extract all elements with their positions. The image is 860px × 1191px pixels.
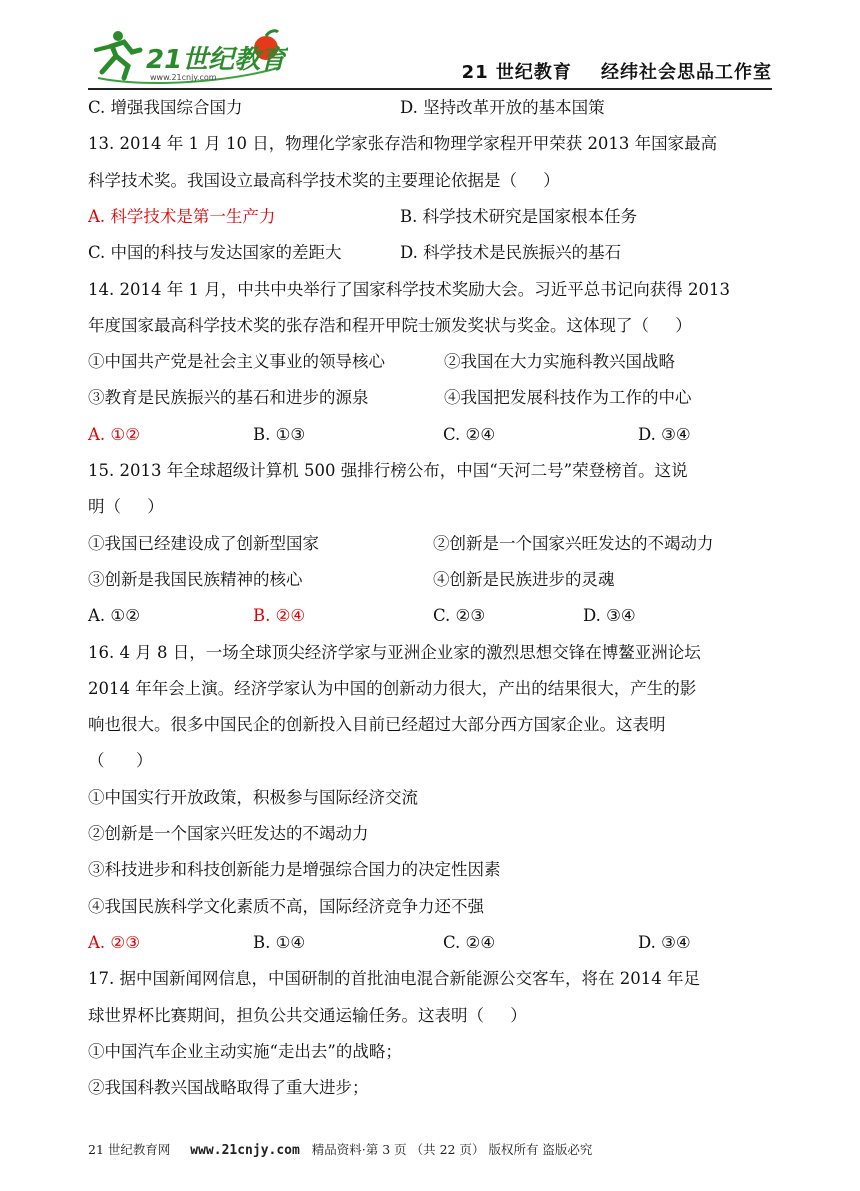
option-text: ④创新是民族进步的灵魂: [433, 569, 615, 589]
option-text: B. ①④: [253, 932, 306, 952]
option-text: C. ②④: [443, 932, 496, 952]
option-text: D. 坚持改革开放的基本国策: [400, 98, 605, 117]
text-line: A. ①②: [88, 424, 140, 444]
text-line: ①我国已经建设成了创新型国家: [88, 533, 319, 553]
option-text: D. 科学技术是民族振兴的基石: [400, 243, 622, 263]
text-line: ③创新是我国民族精神的核心: [88, 569, 303, 589]
option-text: B. ①③: [253, 424, 306, 444]
text-line: 16. 4 月 8 日，一场全球顶尖经济学家与亚洲企业家的激烈思想交锋在博鳌亚洲论坛: [88, 642, 701, 662]
logo: [88, 22, 288, 86]
option-text: ④我国把发展科技作为工作的中心: [444, 388, 692, 408]
option-text: D. ③④: [638, 424, 691, 444]
page-header: [88, 22, 772, 90]
option-text: C. ②③: [433, 606, 486, 626]
text-line: A. ②③: [88, 932, 140, 952]
text-line: 17. 据中国新闻网信息，中国研制的首批油电混合新能源公交客车，将在 2014 年足: [88, 969, 700, 989]
logo-text: 21世纪教育: [146, 45, 287, 75]
text-line: 13. 2014 年 1 月 10 日，物理化学家张存浩和物理学家程开甲荣获 2013 年国家最高: [88, 134, 718, 154]
text-line: ②创新是一个国家兴旺发达的不竭动力: [88, 824, 369, 843]
option-text: ②我国在大力实施科教兴国战略: [444, 352, 675, 372]
text-line: 年度国家最高科学技术奖的张存浩和程开甲院士颁发奖状与奖金。这体现了（ ）: [88, 315, 692, 335]
option-text: C. ②④: [443, 424, 496, 444]
text-line: ③教育是民族振兴的基石和进步的源泉: [88, 388, 369, 408]
text-line: ③科技进步和科技创新能力是增强综合国力的决定性因素: [88, 860, 501, 880]
text-line: A. 科学技术是第一生产力: [88, 206, 276, 226]
option-text: D. ③④: [583, 606, 636, 626]
option-text: ②创新是一个国家兴旺发达的不竭动力: [433, 533, 714, 553]
text-line: ④我国民族科学文化素质不高，国际经济竞争力还不强: [88, 896, 484, 916]
text-line: A. ①②: [88, 606, 140, 626]
header-title: 21 世纪教育 经纬社会思品工作室: [461, 62, 772, 83]
text-line: C. 增强我国综合国力: [88, 98, 243, 117]
page-footer: [88, 1140, 592, 1158]
text-line: ②我国科教兴国战略取得了重大进步；: [88, 1078, 369, 1098]
logo-url: www.21cnjy.com: [150, 73, 217, 82]
text-line: 2014 年年会上演。经济学家认为中国的创新动力很大，产出的结果很大，产生的影: [88, 678, 697, 698]
text-line: ①中国实行开放政策，积极参与国际经济交流: [88, 787, 418, 807]
option-text: B. 科学技术研究是国家根本任务: [400, 206, 638, 226]
text-line: 响也很大。很多中国民企的创新投入目前已经超过大部分西方国家企业。这表明: [88, 715, 666, 735]
text-line: C. 中国的科技与发达国家的差距大: [88, 243, 342, 263]
option-text: B. ②④: [253, 606, 306, 626]
footer-info: 精品资料·第 3 页 （共 22 页） 版权所有 盗版必究: [311, 1142, 593, 1157]
text-line: 科学技术奖。我国设立最高科学技术奖的主要理论依据是（ ）: [88, 170, 560, 190]
text-line: ①中国汽车企业主动实施“走出去”的战略；: [88, 1041, 402, 1061]
text-line: （ ）: [88, 751, 153, 771]
text-line: 15. 2013 年全球超级计算机 500 强排行榜公布，中国“天河二号”荣登榜首。这说: [88, 461, 688, 480]
text-line: 球世界杯比赛期间，担负公共交通运输任务。这表明（ ）: [88, 1005, 527, 1025]
footer-site: 21 世纪教育网: [88, 1142, 171, 1157]
runner-icon: [96, 31, 140, 78]
text-line: 明（ ）: [88, 497, 164, 517]
footer-url: www.21cnjy.com: [190, 1143, 300, 1158]
text-line: ①中国共产党是社会主义事业的领导核心: [88, 352, 385, 372]
option-text: D. ③④: [638, 932, 691, 952]
header-divider: [88, 88, 772, 90]
text-line: 14. 2014 年 1 月，中共中央举行了国家科学技术奖励大会。习近平总书记向获得 2013: [88, 279, 730, 299]
